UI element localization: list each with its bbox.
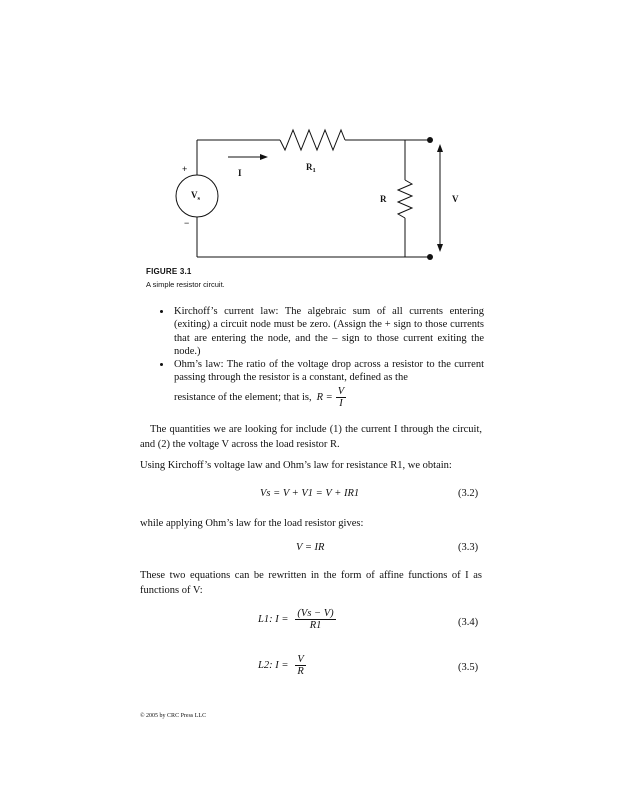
paragraph-load-resistor: while applying Ohm’s law for the load resistor gives: xyxy=(140,518,364,529)
top-terminal-node xyxy=(427,137,433,143)
equation-3-4 xyxy=(258,608,336,631)
equation-3-5-numerator: V xyxy=(297,654,304,665)
voltage-arrow-down-icon xyxy=(437,244,443,252)
paragraph-kirchoff-voltage: Using Kirchoff’s voltage law and Ohm’s law for resistance R1, we obtain: xyxy=(140,460,452,471)
source-label: $V_s$ xyxy=(191,190,201,202)
equation-3-5-denominator: R xyxy=(297,666,304,677)
paragraph-affine: These two equations can be rewritten in the form of affine functions of I as functions of V: xyxy=(140,570,482,596)
equation-3-5-lhs: L2: I = xyxy=(258,660,289,671)
equation-3-2-number: (3.2) xyxy=(458,488,479,499)
r1-resistor-symbol xyxy=(280,130,345,150)
load-resistor-symbol xyxy=(398,180,412,218)
ohm-formula-line xyxy=(174,386,484,409)
ohm-tail-text: resistance of the element; that is, xyxy=(174,391,312,403)
bottom-terminal-node xyxy=(427,254,433,260)
ohm-fraction xyxy=(336,386,346,409)
equation-3-4-denominator: R1 xyxy=(309,620,322,631)
minus-sign: − xyxy=(184,218,190,228)
bullet-kirchoff-current-law xyxy=(172,305,484,358)
equation-3-4-number: (3.4) xyxy=(458,617,479,628)
current-label: I xyxy=(238,168,242,178)
ohm-fraction-denominator: I xyxy=(339,397,343,409)
equation-3-4-numerator: (Vs − V) xyxy=(297,608,334,619)
equation-3-5 xyxy=(258,654,306,677)
copyright-footer: © 2005 by CRC Press LLC xyxy=(140,713,207,719)
current-arrow-head-icon xyxy=(260,154,268,160)
plus-sign: + xyxy=(182,164,188,174)
voltage-arrow-up-icon xyxy=(437,144,443,152)
bullet-text: Kirchoff’s current law: The algebraic sum of all currents entering (exiting) a circuit node must be zero. (Assign the + sign to those currents that are entering the node, and the – sign to those current exiting the node.) xyxy=(174,306,484,357)
figure-caption: A simple resistor circuit. xyxy=(146,280,225,289)
r1-label: $R_1$ xyxy=(306,162,316,174)
ohm-formula-lhs: R = xyxy=(316,391,333,403)
bullet-text: Ohm’s law: The ratio of the voltage drop across a resistor to the current passing through the resistor is a constant, defined as the xyxy=(174,359,484,384)
voltage-label: V xyxy=(452,194,459,204)
load-resistor-label: R xyxy=(380,194,387,204)
equation-3-3: V = IR xyxy=(296,542,325,553)
equation-3-4-lhs: L1: I = xyxy=(258,614,289,625)
paragraph-quantities: The quantities we are looking for include (1) the current I through the circuit, and (2) the voltage V across the load resistor R. xyxy=(140,424,482,450)
equation-3-2: Vs = V + V1 = V + IR1 xyxy=(260,488,360,499)
equation-3-5-number: (3.5) xyxy=(458,662,479,673)
equation-3-3-number: (3.3) xyxy=(458,542,479,553)
equation-3-5-fraction xyxy=(295,654,305,677)
equation-3-4-fraction xyxy=(295,608,335,631)
figure-number: FIGURE 3.1 xyxy=(146,267,192,276)
resistor-circuit-diagram xyxy=(0,0,618,270)
bullet-ohms-law xyxy=(172,358,484,409)
laws-bullet-list xyxy=(160,305,484,409)
ohm-fraction-numerator: V xyxy=(337,385,345,397)
